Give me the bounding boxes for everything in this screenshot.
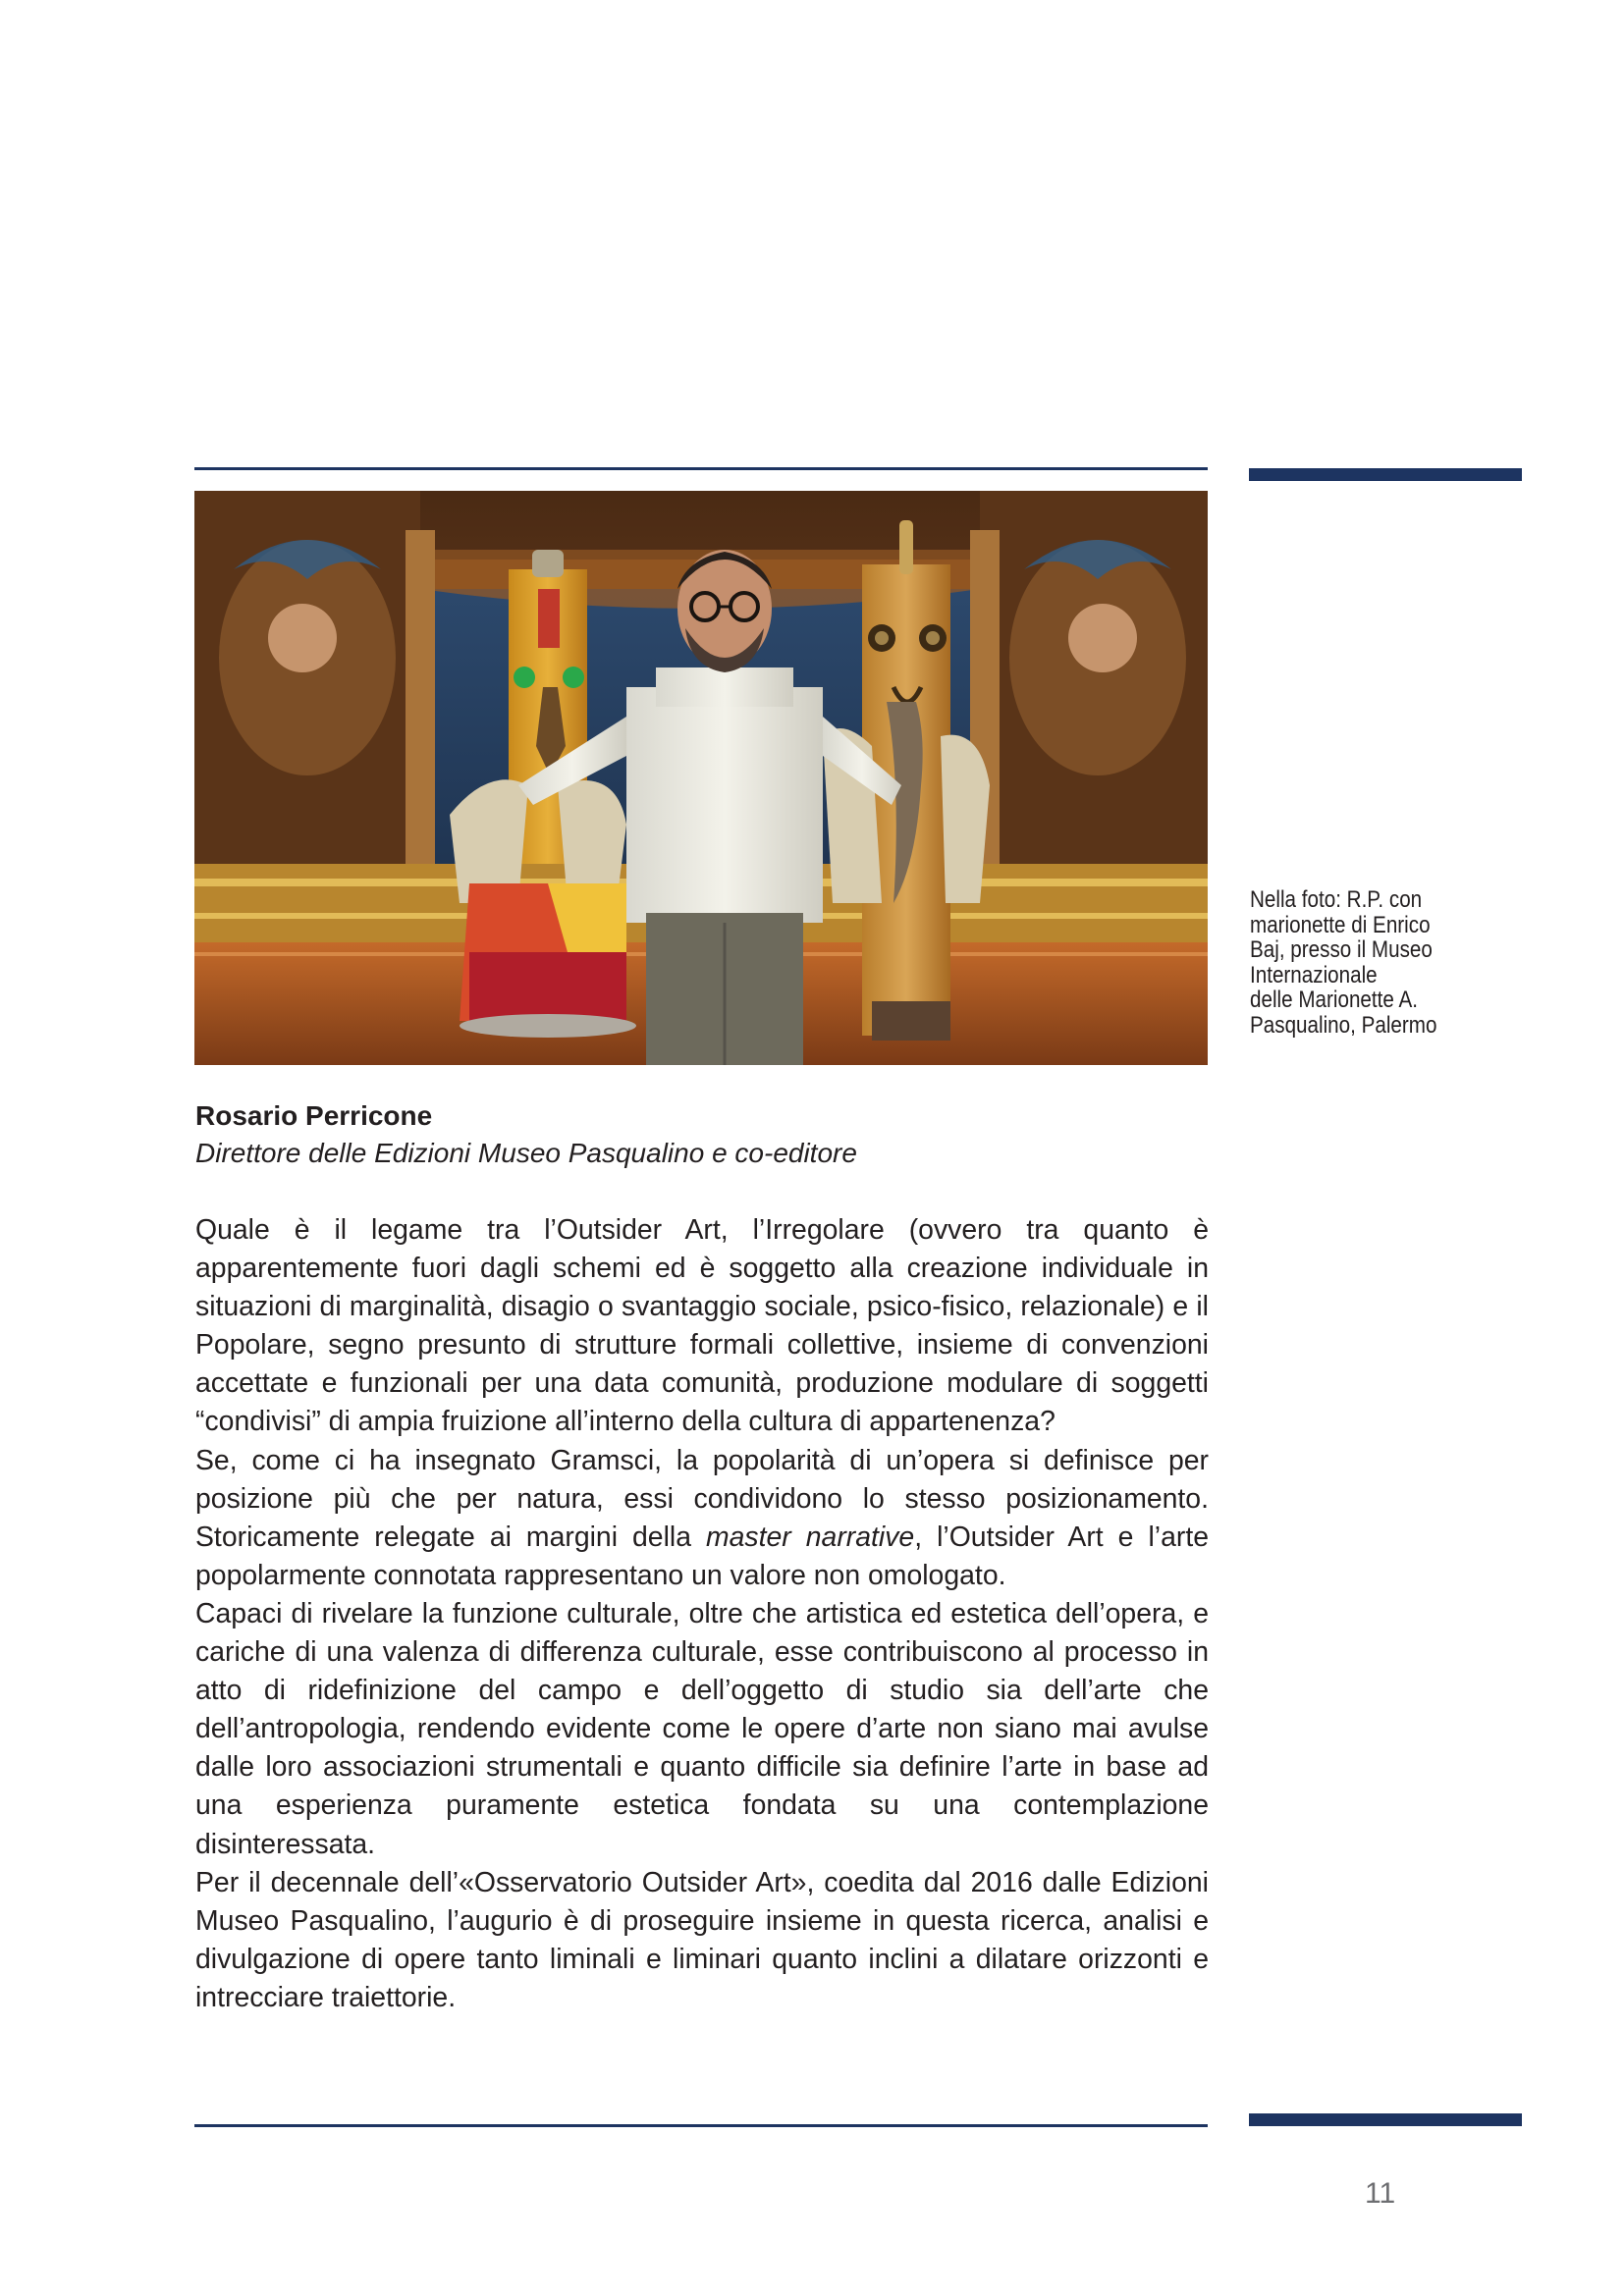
bottom-rule [194,2124,1208,2127]
paragraph-2-italic: master narrative [705,1521,915,1553]
article-body [195,1211,1209,2017]
top-accent-bar [1249,468,1522,481]
caption-line: Baj, presso il Museo [1250,936,1433,963]
paragraph-4: Per il decennale dell’«Osservatorio Outsider Art», coedita dal 2016 dalle Edizioni Museo Pasqualino, l’augurio è di proseguire insieme in questa ricerca, analisi e divulgazione di opere tanto liminali e liminari quanto inclini a dilatare orizzonti e intrecciare traiettorie. [195,1866,1209,2013]
paragraph-2 [195,1442,1209,1595]
caption-line: marionette di Enrico [1250,911,1431,938]
caption-line: delle Marionette A. [1250,987,1418,1013]
caption-line: Pasqualino, Palermo [1250,1011,1437,1039]
paragraph-2-text-end: , l’Outsider Art e l’arte popolarmente connotata rappresentano un valore non omologato. [195,1521,1209,1591]
paragraph-1: Quale è il legame tra l’Outsider Art, l’Irregolare (ovvero tra quanto è apparentemente fuori dagli schemi ed è soggetto alla creazione individuale in situazioni di marginalità, disagio o svantaggio sociale, psico-fisico, relazionale) e il Popolare, segno presunto di strutture formali collettive, insieme di convenzioni accettate e funzionali per una data comunità, produzione modulare di soggetti “condivisi” di ampia fruizione all’interno della cultura di appartenenza? [195,1214,1209,1438]
bottom-accent-bar [1249,2113,1522,2126]
photo-rp-with-marionettes [194,491,1208,1065]
author-block [195,1097,1209,1172]
author-role: Direttore delle Edizioni Museo Pasqualino e co-editore [195,1138,857,1168]
top-rule [194,467,1208,470]
author-name: Rosario Perricone [195,1100,433,1131]
caption-line: Internazionale [1250,961,1378,988]
page-number: 11 [1365,2177,1396,2210]
paragraph-2-text: Se, come ci ha insegnato Gramsci, la popolarità di un’opera si definisce per posizione più che per natura, essi condividono lo stesso posizionamento. Storicamente relegate ai margini della [195,1444,1209,1553]
caption-line: Nella foto: R.P. con [1250,886,1423,913]
paragraph-3: Capaci di rivelare la funzione culturale, oltre che artistica ed estetica dell’opera, e cariche di una valenza di differenza culturale, esse contribuiscono al processo in atto di ridefinizione del campo e dell’oggetto di studio sia dell’arte che dell’antropologia, rendendo evidente come le opere d’arte non siano mai avulse dalle loro associazioni strumentali e quanto difficile sia definire l’arte in base ad una esperienza puramente estetica fondata su una contemplazione disinteressata. [195,1597,1209,1860]
photo-caption [1250,887,1478,1038]
